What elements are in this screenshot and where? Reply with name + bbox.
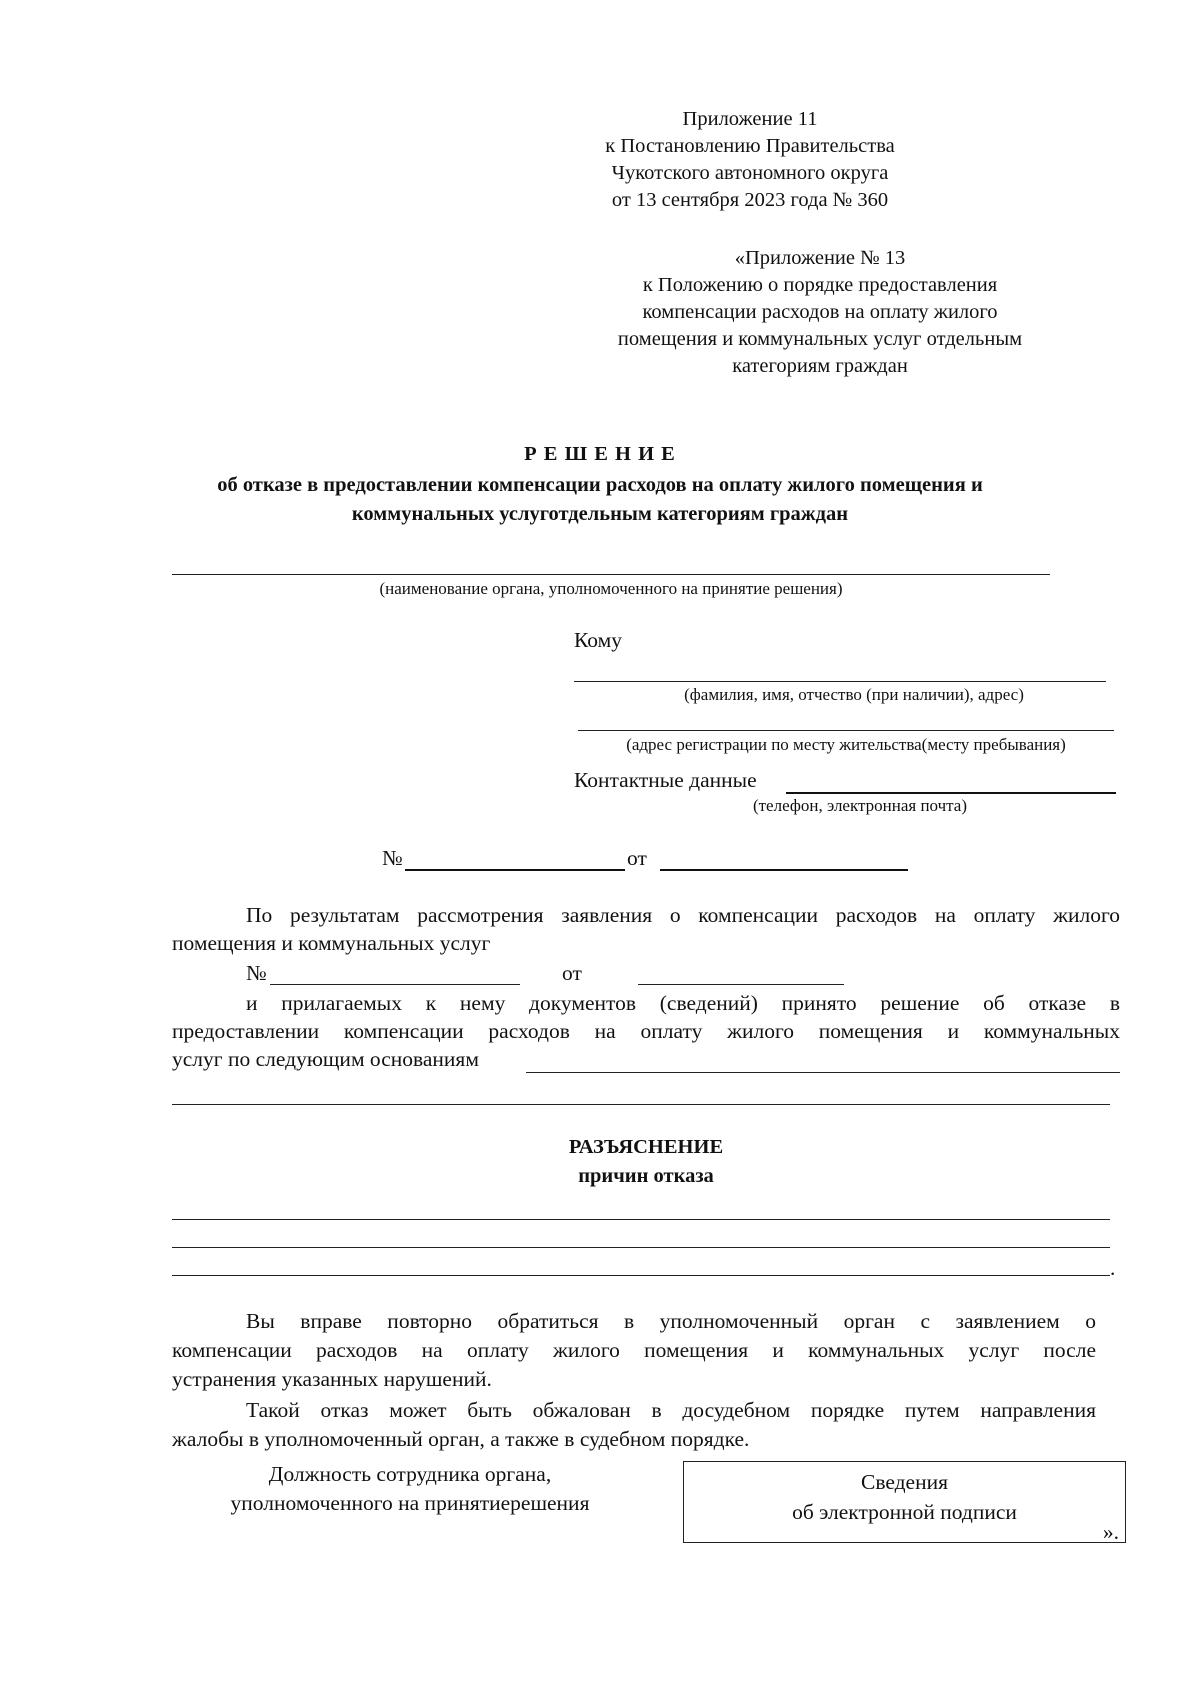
recipient-to-label: Кому [574,628,622,652]
application-number-line [270,984,520,985]
appendix2-line: категориям граждан [732,355,908,377]
recipient-address-line [578,730,1114,731]
decision-number-line [405,869,625,871]
explanation-title: РАЗЪЯСНЕНИЕ [568,1136,724,1158]
reason-line-2 [172,1247,1110,1248]
appendix-block [560,106,940,214]
recipient-contacts-caption: (телефон, электронная почта) [752,796,968,815]
body-paragraph-1b: помещения и коммунальных услуг [172,931,491,955]
decision-subtitle-2: коммунальных услуготдельным категориям граждан [351,503,849,525]
body-paragraph-2a: и прилагаемых к нему документов (сведений) принято решение об отказе в [246,991,1120,1015]
recipient-fio-caption: (фамилия, имя, отчество (при наличии), адрес) [684,685,1024,704]
grounds-line [526,1072,1120,1073]
decision-subtitle-1: об отказе в предоставлении компенсации расходов на оплату жилого помещения и [217,474,983,496]
appendix-line: к Постановлению Правительства [605,135,895,157]
number-sign: № [382,846,403,870]
application-from-label: от [562,961,582,985]
recipient-fio-line [574,681,1106,682]
application-date-line [638,984,844,985]
appendix2-block [570,245,1070,380]
application-number-sign: № [246,961,267,985]
grounds-line-2 [172,1104,1110,1105]
reason-line-1 [172,1219,1110,1220]
organ-name-line [172,574,1050,575]
e-signature-end: ». [1102,1520,1119,1544]
appendix2-line: помещения и коммунальных услуг отдельным [617,328,1023,350]
appendix2-line: «Приложение № 13 [734,247,906,269]
decision-title: Р Е Ш Е Н И Е [524,443,676,465]
body-paragraph-2c: услуг по следующим основаниям [172,1047,479,1071]
body-paragraph-2b: предоставлении компенсации расходов на оплату жилого помещения и коммунальных [172,1019,1120,1043]
closing-paragraph-2b: жалобы в уполномоченный орган, а также в судебном порядке. [172,1427,750,1451]
signer-position [180,1460,640,1518]
e-signature-box [683,1461,1126,1543]
body-paragraph-1a: По результатам рассмотрения заявления о компенсации расходов на оплату жилого [246,903,1120,927]
reason-line-3 [172,1275,1110,1276]
recipient-contacts-label: Контактные данные [574,768,757,792]
reason-end-dot: . [1110,1256,1116,1280]
appendix-line: от 13 сентября 2023 года № 360 [611,189,889,211]
recipient-address-caption: (адрес регистрации по месту жительства(месту пребывания) [626,735,1066,754]
decision-date-line [660,869,908,871]
appendix2-line: к Положению о порядке предоставления [642,274,998,296]
signer-position-line: уполномоченного на принятиерешения [230,1491,590,1515]
organ-caption: (наименование органа, уполномоченного на принятие решения) [379,579,843,598]
e-signature-line: Сведения [860,1470,948,1494]
closing-paragraph-1c: устранения указанных нарушений. [172,1367,492,1391]
closing-paragraph-1b: компенсации расходов на оплату жилого помещения и коммунальных услуг после [172,1338,1096,1362]
appendix2-line: компенсации расходов на оплату жилого [642,301,998,323]
recipient-contacts-line [786,792,1116,794]
explanation-subtitle: причин отказа [578,1165,714,1187]
number-from-label: от [627,846,647,870]
e-signature-line: об электронной подписи [792,1500,1017,1524]
closing-paragraph-1a: Вы вправе повторно обратиться в уполномоченный орган с заявлением о [246,1309,1096,1333]
signer-position-line: Должность сотрудника органа, [268,1462,552,1486]
appendix-line: Приложение 11 [682,108,818,130]
closing-paragraph-2a: Такой отказ может быть обжалован в досудебном порядке путем направления [246,1398,1096,1422]
appendix-line: Чукотского автономного округа [611,162,889,184]
